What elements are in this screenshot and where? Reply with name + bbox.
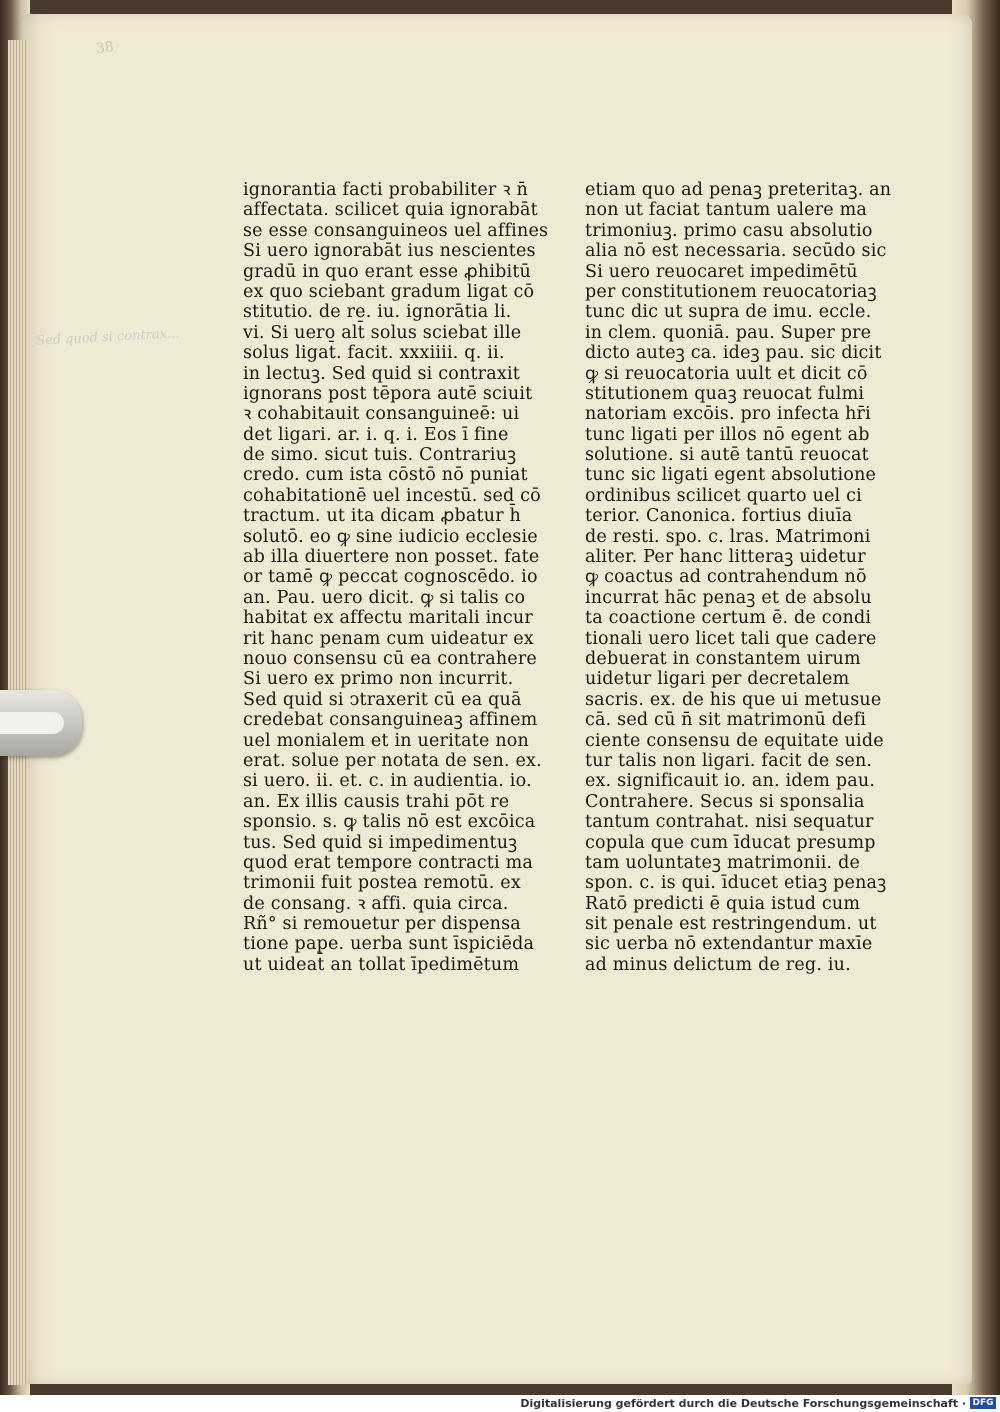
text-line: trimoniuꝫ. primo casu absolutio — [585, 220, 873, 241]
footer-credit: Digitalisierung gefördert durch die Deutsche Forschungsgemeinschaft · — [520, 1397, 966, 1410]
text-line: ordinibus scilicet quarto uel ci — [585, 485, 862, 506]
text-line: Si uero ex primo non incurrit. — [243, 669, 514, 690]
text-line: uidetur ligari per decretalem — [585, 669, 850, 690]
text-line: se esse consanguineos uel affines — [243, 220, 549, 241]
text-line: credebat consanguineaꝫ affinem — [243, 710, 538, 731]
text-line: rit hanc penam cum uideatur ex — [243, 628, 534, 649]
text-line: alia nō est necessaria. secūdo sic — [585, 241, 887, 262]
text-column-right — [585, 180, 892, 975]
text-line: Contrahere. Secus si sponsalia — [585, 791, 865, 812]
text-line: ab illa diuertere non posset. fate — [243, 547, 540, 568]
text-line: ꝙ si reuocatoria uult et dicit cō — [585, 363, 868, 384]
text-line: an. Ex illis causis trahi pōt re — [243, 791, 510, 812]
text-line: Ratō predicti ē quia istud cum — [585, 893, 861, 914]
text-line: tam uoluntateꝫ matrimonii. de — [585, 852, 861, 873]
text-line: an. Pau. uero dicit. ꝙ si talis co — [243, 587, 526, 608]
text-line: credo. cum ista cōstō nō puniat — [243, 465, 528, 486]
text-line: sic uerba nō extendantur maxīe — [585, 934, 873, 955]
text-line: ignorans post tēpora autē sciuit — [243, 383, 533, 404]
text-line: stitutio. de re. iu. ignorātia li. — [243, 302, 512, 323]
text-line: tur talis non ligari. facit de sen. — [585, 750, 873, 771]
text-line: solus ligat̄. facit. xxxiiii. q. ii. — [243, 343, 505, 364]
text-line: tunc dic ut supra de imu. eccle. — [585, 302, 872, 323]
text-line: in lectuꝫ. Sed quid si contraxit — [243, 363, 520, 384]
faded-margin-note: Sed quod si contrax... — [35, 326, 180, 349]
text-line: per constitutionem reuocatoriaꝫ — [585, 281, 877, 302]
text-line: ex. significauit io. an. idem pau. — [585, 771, 876, 792]
text-line: solutō. eo ꝙ sine iudicio ecclesie — [243, 526, 538, 547]
text-line: Sed quid si ↄtraxerit cū ea quā — [243, 689, 522, 710]
text-line: ꝛ cohabitauit consanguineē: ui — [243, 404, 520, 425]
text-line: tionali uero licet tali que cadere — [585, 628, 877, 649]
text-line: trimonii fuit postea remotū. ex — [243, 873, 521, 894]
dfg-logo-icon: DFG — [970, 1397, 996, 1409]
text-line: ciente consensu de equitate uide — [585, 730, 884, 751]
text-line: stitutionem quaꝫ reuocat fulmi — [585, 383, 865, 404]
text-line: ex quo sciebant gradum ligat cō — [243, 281, 535, 302]
text-line: cohabitationē uel incestū. sed cō — [243, 485, 541, 506]
text-line: erat. solue per notata de sen. ex. — [243, 750, 542, 771]
text-line: ad minus delictum de reg. iu. — [585, 954, 851, 975]
text-line: etiam quo ad penaꝫ preteritaꝫ. an — [585, 180, 892, 200]
text-line: tractum. ut ita dicam ꝓbatur h̄ — [243, 506, 522, 527]
text-line: cā. sed cū n̄ sit matrimonū defi — [585, 710, 867, 731]
text-line: quod erat tempore contracti ma — [243, 852, 533, 873]
text-line: det ligari. ar. i. q. i. Eos ī fine — [243, 424, 509, 445]
text-line: or tamē ꝙ peccat cognoscēdo. io — [243, 567, 538, 588]
text-line: si uero. ii. et. c. in audientia. io. — [243, 771, 532, 792]
text-line: tantum contrahat. nisi sequatur — [585, 812, 874, 833]
text-line: Rñ° si remouetur per dispensa — [243, 914, 521, 935]
text-line: gradū in quo erant esse ꝓhibitū — [243, 261, 532, 282]
text-line: tunc ligati per illos nō egent ab — [585, 424, 870, 445]
text-line: affectata. scilicet quia ignorabāt — [243, 200, 538, 221]
text-line: natoriam excōis. pro infecta hr̄i — [585, 404, 871, 425]
text-line: vi. Si uero alt̄ solus sciebat ille — [243, 322, 522, 343]
text-line: tunc sic ligati egent absolutione — [585, 465, 877, 486]
text-line: sponsio. s. ꝙ talis nō est excōica — [243, 812, 536, 833]
text-line: non ut faciat tantum ualere ma — [585, 200, 868, 221]
text-line: sit penale est restringendum. ut — [585, 914, 877, 935]
text-line: debuerat in constantem uirum — [585, 648, 861, 669]
text-line: Si uero ignorabāt ius nescientes — [243, 241, 536, 262]
text-line: habitat ex affectu maritali incur — [243, 608, 533, 629]
page-clip-highlight — [0, 712, 64, 734]
text-line: tione pape. uerba sunt īspiciēda — [243, 934, 535, 955]
text-line: de resti. spo. c. lras. Matrimoni — [585, 526, 871, 547]
text-line: in clem. quoniā. pau. Super pre — [585, 322, 872, 343]
text-column-left — [243, 180, 549, 975]
text-line: tus. Sed quid si impedimentuꝫ — [243, 832, 518, 853]
text-line: sacris. ex. de his que ui metusue — [585, 689, 882, 710]
text-line: ignorantia facti probabiliter ꝛ n̄ — [243, 180, 528, 200]
text-line: dicto auteꝫ ca. ideꝫ pau. sic dicit — [585, 343, 882, 364]
text-line: ta coactione certum ē. de condi — [585, 608, 872, 629]
text-line: terior. Canonica. fortius diuīa — [585, 506, 853, 527]
text-line: ut uideat̄ an tollat īpedimētum — [243, 954, 520, 975]
text-line: aliter. Per hanc litteraꝫ uidetur — [585, 547, 866, 568]
text-line: uel monialem et in ueritate non — [243, 730, 529, 751]
text-line: ꝙ coactus ad contrahendum nō — [585, 567, 867, 588]
text-line: copula que cum īducat presump — [585, 832, 876, 853]
text-line: de consang. ꝛ affi. quia circa. — [243, 893, 509, 914]
page-corner-mark: 38 — [94, 38, 115, 58]
text-line: solutione. si autē tantū reuocat — [585, 445, 869, 466]
text-line: de simo. sicut tuis. Contrariuꝫ — [243, 445, 517, 466]
text-line: spon. c. is qui. īducet etiaꝫ penaꝫ — [585, 873, 887, 894]
text-line: nouo consensu cū ea contrahere — [243, 648, 537, 669]
text-line: Si uero reuocaret impedimētū — [585, 261, 858, 282]
text-line: incurrat hāc penaꝫ et de absolu — [585, 587, 872, 608]
